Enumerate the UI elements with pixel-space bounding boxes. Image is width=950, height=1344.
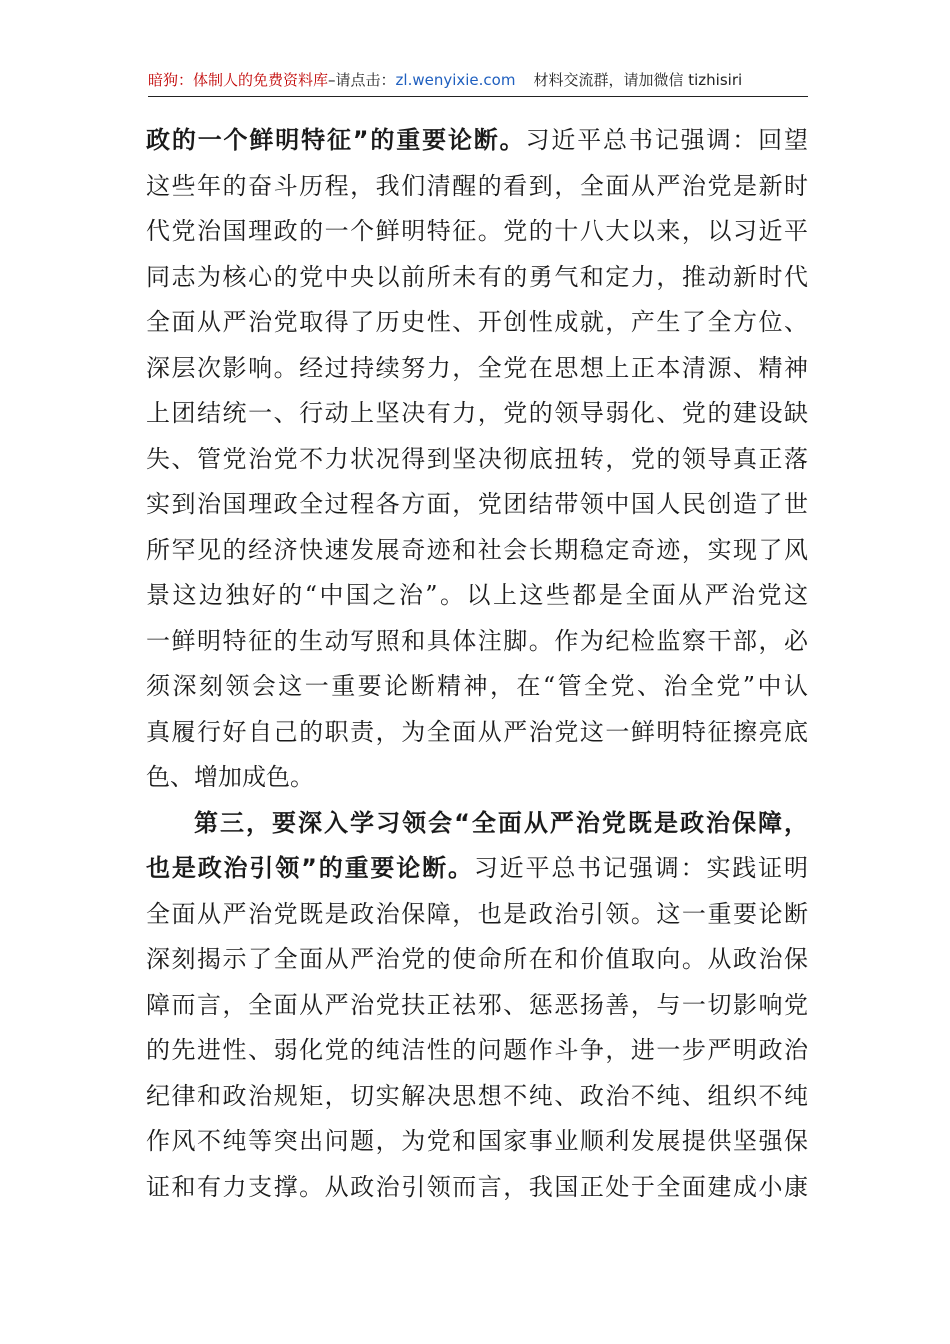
text-segment: 景这边独好的“中国之治”。以上这些都是全面从严治党这 (146, 581, 808, 609)
text-line (146, 346, 808, 392)
text-line (146, 755, 808, 801)
text-line (146, 528, 808, 574)
text-line (146, 164, 808, 210)
text-line (146, 619, 808, 665)
text-segment: 障而言，全面从严治党扶正祛邪、惩恶扬善，与一切影响党 (146, 990, 808, 1019)
text-segment: 实到治国理政全过程各方面，党团结带领中国人民创造了世 (146, 490, 808, 518)
text-segment: 证和有力支撑。从政治引领而言，我国正处于全面建成小康 (146, 1172, 808, 1201)
text-segment: 色、增加成色。 (146, 763, 314, 791)
header-contact: 材料交流群，请加微信 tizhisiri (533, 71, 743, 89)
header-brand: 暗狗：体制人的免费资料库 (148, 71, 329, 89)
text-segment: 代党治国理政的一个鲜明特征。党的十八大以来，以习近平 (146, 217, 808, 245)
text-line (146, 1028, 808, 1074)
header-separator: – (328, 71, 336, 89)
text-line (146, 846, 808, 892)
header-url-link[interactable]: zl.wenyixie.com (395, 71, 516, 89)
text-line (146, 482, 808, 528)
text-segment: 习近平总书记强调：实践证明 (473, 854, 808, 882)
text-segment: 上团结统一、行动上坚决有力，党的领导弱化、党的建设缺 (146, 399, 808, 427)
text-line (146, 391, 808, 437)
text-segment: 这些年的奋斗历程，我们清醒的看到，全面从严治党是新时 (146, 171, 808, 200)
text-line (146, 983, 808, 1029)
bold-text-segment: 第三，要深入学习领会“全面从严治党既是政治保障， (194, 808, 808, 837)
bold-text-segment: 也是政治引领”的重要论断。 (146, 854, 474, 882)
text-line (146, 118, 808, 164)
page-header (148, 66, 808, 97)
text-line (146, 1074, 808, 1120)
text-line (146, 300, 808, 346)
text-line (146, 1165, 808, 1211)
text-line (146, 437, 808, 483)
text-segment: 的先进性、弱化党的纯洁性的问题作斗争，进一步严明政治 (146, 1036, 808, 1064)
text-segment: 失、管党治党不力状况得到坚决彻底扭转，党的领导真正落 (146, 444, 808, 473)
document-body (146, 118, 808, 1210)
text-line (146, 892, 808, 938)
text-segment: 深层次影响。经过持续努力，全党在思想上正本清源、精神 (146, 353, 808, 382)
text-segment: 一鲜明特征的生动写照和具体注脚。作为纪检监察干部，必 (146, 626, 808, 655)
text-line (146, 937, 808, 983)
bold-text-segment: 政的一个鲜明特征”的重要论断。 (146, 126, 526, 154)
text-line (146, 255, 808, 301)
header-prompt: 请点击： (335, 71, 396, 89)
text-segment: 全面从严治党既是政治保障，也是政治引领。这一重要论断 (146, 899, 808, 928)
text-line (146, 801, 808, 847)
text-segment: 习近平总书记强调：回望 (525, 126, 809, 154)
text-segment: 作风不纯等突出问题，为党和国家事业顺利发展提供坚强保 (146, 1127, 808, 1155)
text-segment: 须深刻领会这一重要论断精神，在“管全党、治全党”中认 (146, 672, 808, 700)
text-segment: 同志为核心的党中央以前所未有的勇气和定力，推动新时代 (146, 262, 808, 291)
text-segment: 所罕见的经济快速发展奇迹和社会长期稳定奇迹，实现了风 (146, 535, 808, 564)
text-segment: 全面从严治党取得了历史性、开创性成就，产生了全方位、 (146, 308, 808, 336)
text-segment: 深刻揭示了全面从严治党的使命所在和价值取向。从政治保 (146, 945, 808, 973)
text-line (146, 710, 808, 756)
text-line (146, 209, 808, 255)
text-segment: 纪律和政治规矩，切实解决思想不纯、政治不纯、组织不纯 (146, 1081, 808, 1110)
text-line (146, 1119, 808, 1165)
text-line (146, 573, 808, 619)
text-segment: 真履行好自己的职责，为全面从严治党这一鲜明特征擦亮底 (146, 717, 808, 746)
text-line (146, 664, 808, 710)
